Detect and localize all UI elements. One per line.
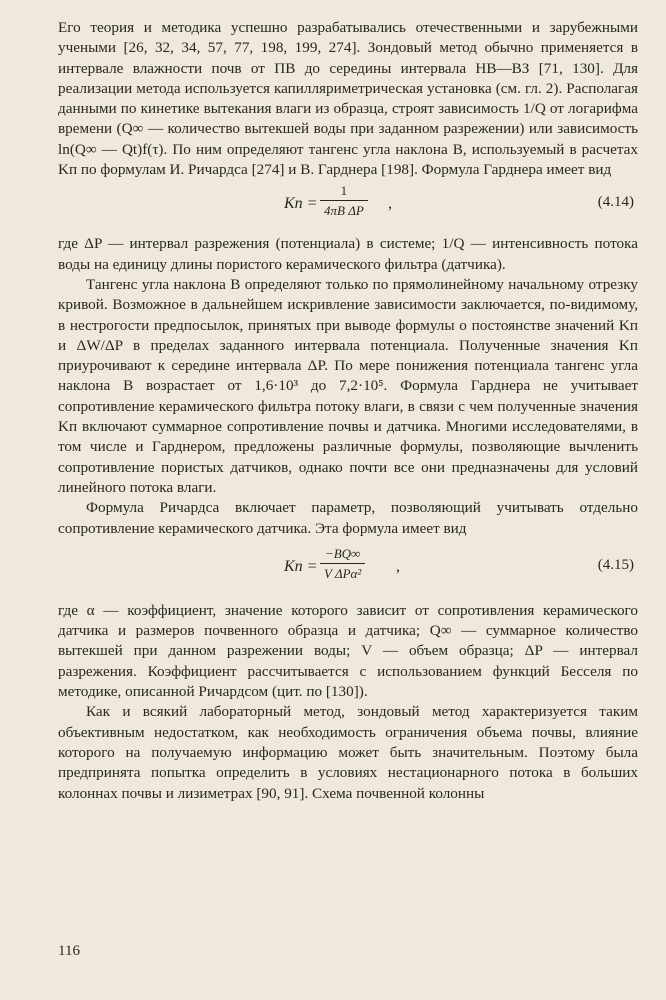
paragraph-4: Формула Ричардса включает параметр, позволяющий учитывать отдельно сопротивление керамического датчика. Эта формула имеет вид (58, 499, 638, 537)
paragraph-6: Как и всякий лабораторный метод, зондовый метод характеризуется таким объективным недостатком, как необходимость ограничения объема почвы, влияние которого на получаемую информацию может быть значительным. Поэтому была предпринята попытка определить в условиях нестационарного потока в больших колоннах почвы и лизиметрах [90, 91]. Схема почвенной колонны (58, 703, 638, 802)
formula-4-15 (58, 539, 638, 601)
formula-4-14 (58, 180, 638, 234)
paragraph-3: Тангенс угла наклона B определяют только по прямолинейному начальному отрезку кривой. Возможное в дальнейшем искривление зависимости заключается, по-видимому, в нестрогости предпосылок, принятых при выводе формулы о постоянстве значений Kп и ΔW/ΔP в пределах заданного интервала потенциала. Полученные значения Kп приурочивают к середине интервала ΔP. По мере понижения потенциала тангенс угла наклона B возрастает от 1,6·10³ до 7,2·10⁵. Формула Гарднера не учитывает сопротивление керамического фильтра потоку влаги, в связи с чем полученные значения Kп включают суммарное сопротивление почвы и датчика. Многими исследователями, в том числе и Гарднером, предложены различные формулы, позволяющие вычленить сопротивление пористых датчиков, однако почти все они предназначены для условий линейного потока влаги. (58, 275, 638, 496)
paragraph-5: где α — коэффициент, значение которого зависит от сопротивления керамического датчика и размеров почвенного образца и датчика; Q∞ — суммарное количество вытекшей при данном разрежении воды; V — объем образца; ΔP — интервал разрежения. Коэффициент рассчитывается с использованием функций Бесселя по методике, описанной Ричардсом (цит. по [130]). (58, 601, 638, 701)
formula-4-15-numerator: −BQ∞ (324, 545, 361, 561)
formula-4-15-fraction (320, 545, 365, 583)
body-text (58, 18, 638, 804)
formula-4-14-denominator: 4πB ΔP (320, 200, 368, 220)
page-number: 116 (58, 943, 80, 959)
formula-4-14-number: (4.14) (597, 194, 634, 211)
formula-4-14-lhs: Kп = (284, 195, 318, 213)
paragraph-1: Его теория и методика успешно разрабатывались отечественными и зарубежными учеными [26, 32, 34, 57, 77, 198, 199, 274]. Зондовый метод обычно применяется в интервале влажности почв от ПВ до середины интервала НВ—ВЗ [71, 130]. Для реализации метода используется капилляриметрическая установка (см. гл. 2). Располагая данными по кинетике вытекания влаги из образца, строят зависимость 1/Q от логарифма времени (Q∞ — количество вытекшей воды при заданном разрежении) или зависимость ln(Q∞ — Qt)f(τ). По ним определяют тангенс угла наклона B, используемый в расчетах Kп по формулам И. Ричардса [274] и В. Гарднера [198]. Формула Гарднера имеет вид (58, 19, 638, 179)
paragraph-2: где ΔP — интервал разрежения (потенциала) в системе; 1/Q — интенсивность потока воды на единицу длины пористого керамического фильтра (датчика). (58, 235, 638, 273)
formula-4-15-comma: , (396, 557, 400, 575)
formula-4-15-denominator: V ΔPα² (320, 563, 365, 583)
formula-4-15-number: (4.15) (597, 556, 634, 573)
formula-4-14-fraction (320, 182, 368, 220)
formula-4-15-lhs: Kп = (284, 557, 318, 575)
formula-4-14-numerator: 1 (340, 183, 348, 199)
formula-4-14-comma: , (388, 195, 392, 213)
